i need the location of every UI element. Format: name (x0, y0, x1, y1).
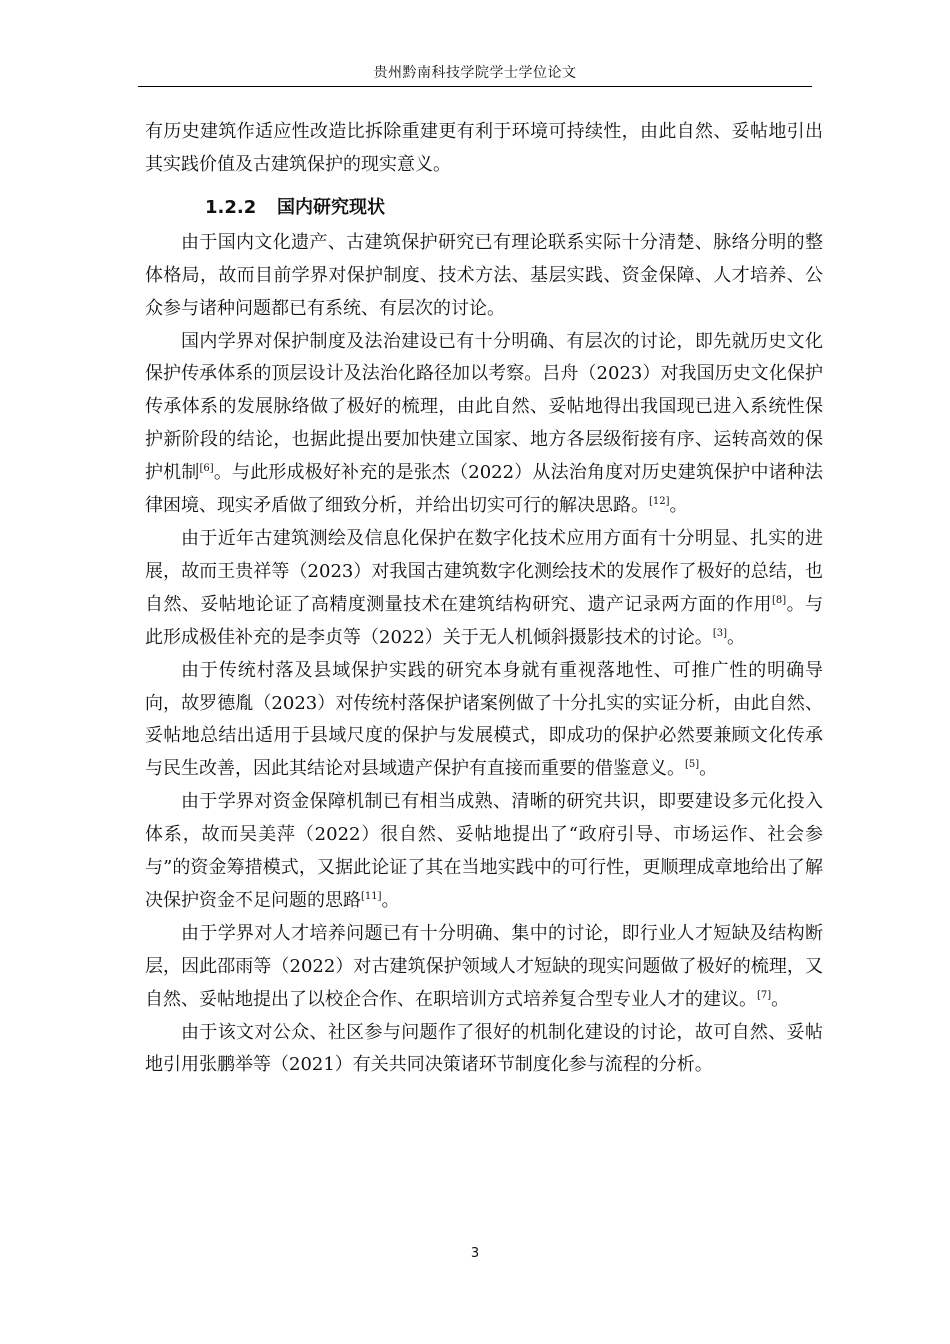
paragraph-public-participation: 由于该文对公众、社区参与问题作了很好的机制化建设的讨论，故可自然、妥帖地引用张鹏举等（2021）有关共同决策诸环节制度化参与流程的分析。 (145, 1021, 823, 1076)
paragraph-text: 由于学界对人才培养问题已有十分明确、集中的讨论，即行业人才短缺及结构断层，因此邵雨等（2022）对古建筑保护领域人才短缺的现实问题做了极好的梳理，又自然、妥帖地提出了以校企合作、在职培训方式培养复合型专业人才的建议。 (145, 922, 823, 1010)
paragraph-text: 。 (771, 988, 790, 1010)
header-rule (138, 86, 812, 87)
paragraph-text: 由于学界对资金保障机制已有相当成熟、清晰的研究共识，即要建设多元化投入体系，故而吴美萍（2022）很自然、妥帖地提出了“政府引导、市场运作、社会参与”的资金筹措模式，又据此论证了其在当地实践中的可行性，更顺理成章地给出了解决保护资金不足问题的思路 (145, 791, 823, 911)
running-header: 贵州黔南科技学院学士学位论文 (373, 65, 577, 81)
paragraph-text: 由于传统村落及县域保护实践的研究本身就有重视落地性、可推广性的明确导向，故罗德胤（2023）对传统村落保护诸案例做了十分扎实的实证分析，由此自然、妥帖地总结出适用于县域尺度的保护与发展模式，即成功的保护必然要兼顾文化传承与民生改善，因此其结论对县域遗产保护有直接而重要的借鉴意义。 (145, 659, 823, 780)
body-text (145, 116, 823, 1082)
citation-ref: [6] (199, 463, 214, 475)
section-heading (145, 192, 823, 224)
paragraph-text: 。 (699, 758, 718, 780)
citation-ref: [5] (685, 759, 700, 771)
paragraph-funding (145, 786, 823, 918)
paragraph-text: 。 (381, 889, 400, 911)
paragraph-digital-survey (145, 523, 823, 655)
paragraph-text: 。与此形成极佳补充的是李贞等（2022）关于无人机倾斜摄影技术的讨论。 (145, 593, 824, 648)
paragraph-overview: 由于国内文化遗产、古建筑保护研究已有理论联系实际十分清楚、脉络分明的整体格局，故而目前学界对保护制度、技术方法、基层实践、资金保障、人才培养、公众参与诸种问题都已有系统、有层次的讨论。 (145, 231, 823, 319)
citation-ref: [3] (712, 627, 727, 639)
citation-ref: [7] (757, 989, 772, 1001)
paragraph-text: 由于近年古建筑测绘及信息化保护在数字化技术应用方面有十分明显、扎实的进展，故而王贵祥等（2023）对我国古建筑数字化测绘技术的发展作了极好的总结，也自然、妥帖地论证了高精度测量技术在建筑结构研究、遗产记录两方面的作用 (145, 527, 823, 615)
paragraph-text: 。与此形成极好补充的是张杰（2022）从法治角度对历史建筑保护中诸种法律困境、现实矛盾做了细致分析，并给出切实可行的解决思路。 (145, 462, 823, 517)
section-number: 1.2.2 (205, 196, 257, 218)
paragraph-text: 国内学界对保护制度及法治建设已有十分明确、有层次的讨论，即先就历史文化保护传承体系的顶层设计及法治化路径加以考察。吕舟（2023）对我国历史文化保护传承体系的发展脉络做了极好的梳理，由此自然、妥帖地得出我国现已进入系统性保护新阶段的结论，也据此提出要加快建立国家、地方各层级衔接有序、运转高效的保护机制 (145, 330, 823, 484)
paragraph-text: 。 (669, 495, 688, 517)
paragraph-talent (145, 918, 823, 1017)
page-number: 3 (470, 1246, 480, 1261)
citation-ref: [8] (771, 594, 787, 606)
paragraph-continued: 有历史建筑作适应性改造比拆除重建更有利于环境可持续性，由此自然、妥帖地引出其实践价值及古建筑保护的现实意义。 (145, 121, 823, 175)
citation-ref: [12] (649, 496, 670, 508)
paragraph-text: 。 (726, 626, 745, 648)
paragraph-village-protection (145, 655, 823, 787)
paragraph-legal-system (145, 326, 823, 523)
section-title: 国内研究现状 (277, 196, 385, 218)
citation-ref: [11] (361, 890, 382, 902)
